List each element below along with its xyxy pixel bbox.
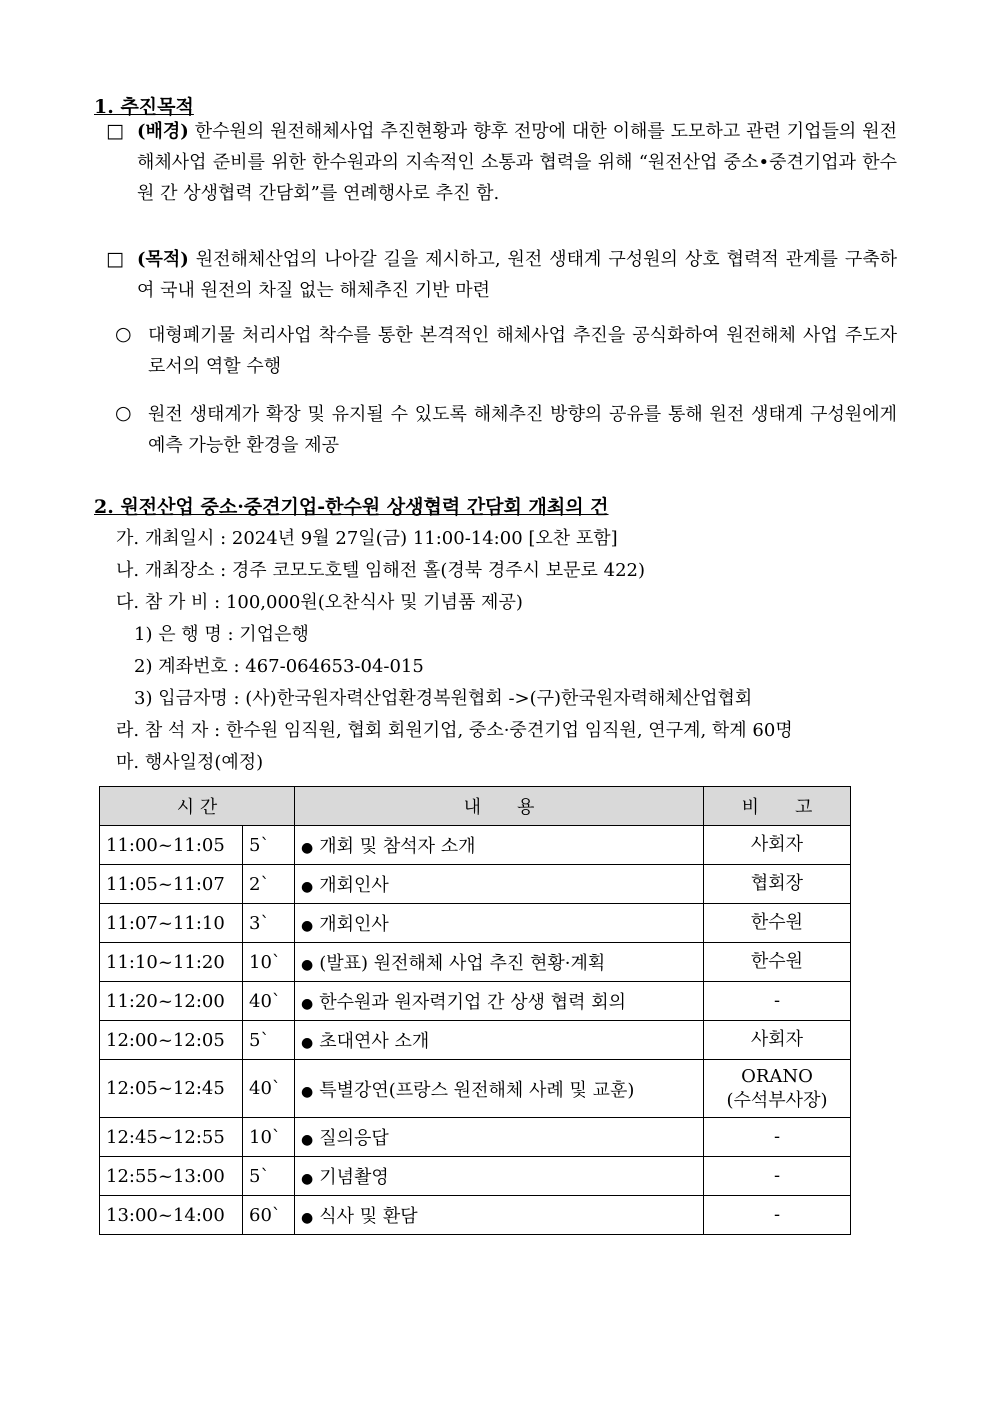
row-content-text: 개회인사 bbox=[319, 914, 389, 935]
header-content: 내 용 bbox=[295, 787, 704, 826]
background-label: (배경) bbox=[137, 121, 189, 142]
table-row bbox=[100, 1060, 851, 1118]
row-time: 11:20~12:00 bbox=[100, 982, 243, 1021]
row-time: 12:55~13:00 bbox=[100, 1157, 243, 1196]
row-time: 11:10~11:20 bbox=[100, 943, 243, 982]
row-duration: 2` bbox=[243, 865, 295, 904]
row-content bbox=[295, 904, 704, 943]
bullet-icon: ● bbox=[301, 996, 314, 1012]
schedule-table bbox=[99, 786, 851, 1235]
table-row bbox=[100, 1196, 851, 1235]
bullet-icon: ● bbox=[301, 1083, 314, 1100]
bullet-icon: ● bbox=[301, 957, 314, 973]
schedule-header-row bbox=[100, 787, 851, 826]
row-time: 11:05~11:07 bbox=[100, 865, 243, 904]
event-fee: 다. 참 가 비 : 100,000원(오찬식사 및 기념품 제공) bbox=[116, 592, 523, 613]
row-duration: 40` bbox=[243, 1060, 295, 1118]
table-row bbox=[100, 1021, 851, 1060]
row-duration: 5` bbox=[243, 1021, 295, 1060]
row-note: - bbox=[704, 1196, 851, 1235]
row-note: 사회자 bbox=[704, 826, 851, 865]
background-text: 한수원의 원전해체사업 추진현황과 향후 전망에 대한 이해를 도모하고 관련 기업들의 원전해체사업 준비를 위한 한수원과의 지속적인 소통과 협력을 위해 “원전산업 중소•중견기업과 한수원 간 상생협력 간담회”를 연례행사로 추진 함. bbox=[137, 121, 897, 204]
row-duration: 60` bbox=[243, 1196, 295, 1235]
account-number: 2) 계좌번호 : 467-064653-04-015 bbox=[134, 656, 424, 677]
row-time: 12:05~12:45 bbox=[100, 1060, 243, 1118]
row-content-text: 한수원과 원자력기업 간 상생 협력 회의 bbox=[319, 992, 627, 1013]
header-time: 시 간 bbox=[100, 787, 295, 826]
bullet-icon: ● bbox=[301, 1210, 314, 1226]
row-note: 한수원 bbox=[704, 943, 851, 982]
table-row bbox=[100, 982, 851, 1021]
goal-checkbox-mark: □ bbox=[106, 248, 124, 270]
row-note-line2: (수석부사장) bbox=[726, 1089, 828, 1111]
row-note: - bbox=[704, 982, 851, 1021]
row-content-text: 개회 및 참석자 소개 bbox=[319, 836, 476, 857]
bullet-icon: ● bbox=[301, 879, 314, 895]
row-content bbox=[295, 865, 704, 904]
table-row bbox=[100, 865, 851, 904]
goal-text: 원전해체산업의 나아갈 길을 제시하고, 원전 생태계 구성원의 상호 협력적 관계를 구축하여 국내 원전의 차질 없는 해체추진 기반 마련 bbox=[137, 249, 897, 301]
row-note: - bbox=[704, 1118, 851, 1157]
row-content-text: 개회인사 bbox=[319, 875, 389, 896]
row-note: - bbox=[704, 1157, 851, 1196]
table-row bbox=[100, 1157, 851, 1196]
row-content bbox=[295, 1157, 704, 1196]
row-time: 12:00~12:05 bbox=[100, 1021, 243, 1060]
row-time: 11:07~11:10 bbox=[100, 904, 243, 943]
bullet-icon: ● bbox=[301, 1171, 314, 1187]
header-note: 비 고 bbox=[704, 787, 851, 826]
table-row bbox=[100, 1118, 851, 1157]
goal-paragraph bbox=[137, 244, 897, 306]
row-note bbox=[704, 1060, 851, 1118]
row-content bbox=[295, 1118, 704, 1157]
row-time: 12:45~12:55 bbox=[100, 1118, 243, 1157]
bullet-icon: ● bbox=[301, 1035, 314, 1051]
row-time: 11:00~11:05 bbox=[100, 826, 243, 865]
row-time: 13:00~14:00 bbox=[100, 1196, 243, 1235]
row-duration: 5` bbox=[243, 1157, 295, 1196]
event-date: 가. 개최일시 : 2024년 9월 27일(금) 11:00-14:00 [오찬 포함] bbox=[116, 528, 618, 549]
background-paragraph bbox=[137, 116, 897, 209]
row-content-text: (발표) 원전해체 사업 추진 현황·계획 bbox=[319, 953, 606, 974]
section2-heading: 2. 원전산업 중소·중견기업-한수원 상생협력 간담회 개최의 건 bbox=[94, 496, 609, 518]
table-row bbox=[100, 943, 851, 982]
row-content bbox=[295, 982, 704, 1021]
row-content bbox=[295, 1196, 704, 1235]
sub-item2-text: 원전 생태계가 확장 및 유지될 수 있도록 해체추진 방향의 공유를 통해 원전 생태계 구성원에게 예측 가능한 환경을 제공 bbox=[148, 404, 897, 456]
row-content-text: 특별강연(프랑스 원전해체 사례 및 교훈) bbox=[319, 1079, 635, 1101]
bank-name: 1) 은 행 명 : 기업은행 bbox=[134, 624, 309, 645]
row-duration: 5` bbox=[243, 826, 295, 865]
depositor-name: 3) 입금자명 : (사)한국원자력산업환경복원협회 ->(구)한국원자력해체산업협회 bbox=[134, 688, 753, 709]
sub-item2-mark: ○ bbox=[115, 402, 132, 424]
row-duration: 40` bbox=[243, 982, 295, 1021]
row-note: 한수원 bbox=[704, 904, 851, 943]
bullet-icon: ● bbox=[301, 918, 314, 934]
row-duration: 10` bbox=[243, 1118, 295, 1157]
row-note-line1: ORANO bbox=[741, 1065, 813, 1087]
row-content-text: 질의응답 bbox=[319, 1128, 389, 1149]
bullet-icon: ● bbox=[301, 840, 314, 856]
row-content bbox=[295, 943, 704, 982]
bullet-icon: ● bbox=[301, 1132, 314, 1148]
section1-heading: 1. 추진목적 bbox=[94, 96, 194, 118]
row-note: 사회자 bbox=[704, 1021, 851, 1060]
row-duration: 10` bbox=[243, 943, 295, 982]
background-checkbox-mark: □ bbox=[106, 120, 124, 142]
row-content bbox=[295, 1021, 704, 1060]
row-content-text: 식사 및 환담 bbox=[319, 1206, 418, 1227]
goal-label: (목적) bbox=[137, 249, 189, 270]
row-content-text: 초대연사 소개 bbox=[319, 1031, 430, 1052]
table-row bbox=[100, 904, 851, 943]
table-row bbox=[100, 826, 851, 865]
event-venue: 나. 개최장소 : 경주 코모도호텔 임해전 홀(경북 경주시 보문로 422) bbox=[116, 560, 645, 581]
attendees: 라. 참 석 자 : 한수원 임직원, 협회 회원기업, 중소·중견기업 임직원, 연구계, 학계 60명 bbox=[116, 720, 793, 741]
schedule-label: 마. 행사일정(예정) bbox=[116, 752, 264, 773]
row-content bbox=[295, 1060, 704, 1118]
sub-item1-text: 대형폐기물 처리사업 착수를 통한 본격적인 해체사업 추진을 공식화하여 원전해체 사업 주도자로서의 역할 수행 bbox=[148, 325, 897, 377]
row-duration: 3` bbox=[243, 904, 295, 943]
sub-item1-mark: ○ bbox=[115, 323, 132, 345]
row-content-text: 기념촬영 bbox=[319, 1167, 389, 1188]
row-note: 협회장 bbox=[704, 865, 851, 904]
row-content bbox=[295, 826, 704, 865]
